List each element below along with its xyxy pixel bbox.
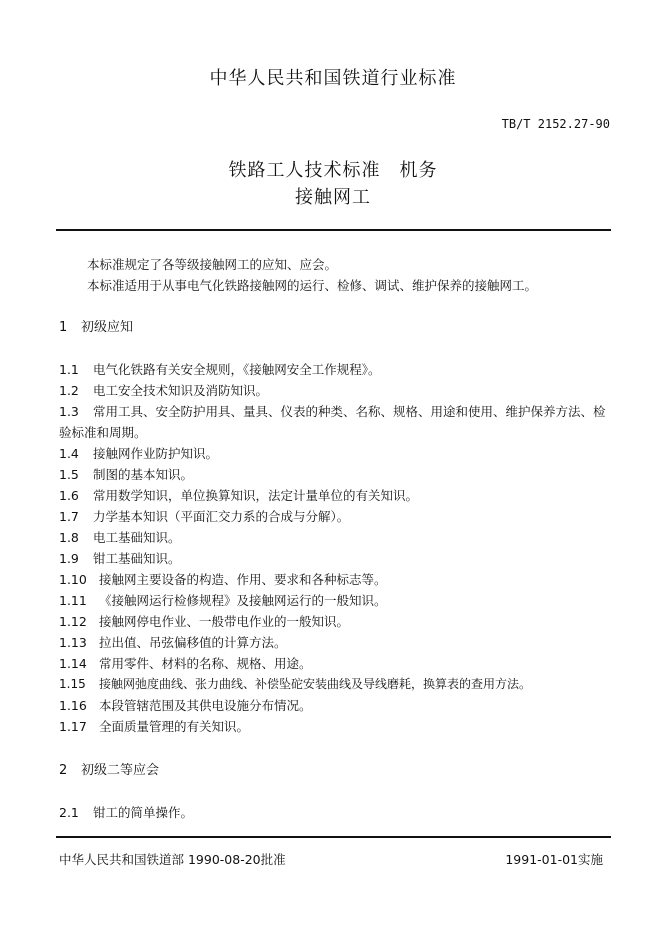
- list-item: [59, 485, 611, 506]
- item-number: 1.3: [59, 404, 79, 419]
- top-divider: [56, 229, 611, 231]
- document-subtitle: 接触网工: [295, 187, 371, 208]
- item-text: 常用数学知识，单位换算知识，法定计量单位的有关知识。: [93, 488, 419, 503]
- list-item: [59, 632, 611, 653]
- item-number: 1.7: [59, 509, 79, 524]
- item-number: 1.10: [59, 572, 87, 587]
- section-title: 初级应知: [81, 320, 134, 335]
- list-item: [59, 611, 611, 632]
- item-text: 接触网弛度曲线、张力曲线、补偿坠砣安装曲线及导线磨耗，换算表的查用方法。: [99, 677, 532, 691]
- section-number: 1: [59, 320, 68, 335]
- item-text: 常用工具、安全防护用具、量具、仪表的种类、名称、规格、用途和使用、维护保养方法、检验标准和周期。: [59, 404, 606, 440]
- list-item: [59, 401, 611, 443]
- standard-category-title: 中华人民共和国铁道行业标准: [209, 68, 457, 89]
- item-number: 1.13: [59, 635, 87, 650]
- item-text: 全面质量管理的有关知识。: [99, 719, 250, 734]
- item-text: 钳工的简单操作。: [93, 805, 194, 820]
- item-number: 1.1: [59, 362, 79, 377]
- item-text: 拉出值、吊弦偏移值的计算方法。: [99, 635, 287, 650]
- effective-date: 1991-01-01实施: [505, 852, 603, 867]
- item-text: 接触网停电作业、一般带电作业的一般知识。: [99, 614, 350, 629]
- item-number: 2.1: [59, 805, 79, 820]
- section-number: 2: [59, 763, 68, 778]
- list-item: [59, 527, 611, 548]
- list-item: [59, 695, 611, 716]
- list-item: [59, 506, 611, 527]
- list-item: [59, 569, 611, 590]
- item-number: 1.9: [59, 551, 79, 566]
- item-text: 电工基础知识。: [93, 530, 181, 545]
- list-item: [59, 548, 611, 569]
- list-item: [59, 380, 611, 401]
- item-number: 1.15: [59, 677, 86, 691]
- item-number: 1.14: [59, 656, 87, 671]
- approval-info: 中华人民共和国铁道部 1990-08-20批准: [59, 852, 286, 867]
- item-number: 1.2: [59, 383, 79, 398]
- item-text: 制图的基本知识。: [93, 467, 194, 482]
- list-item: [59, 464, 611, 485]
- bottom-divider: [56, 836, 611, 838]
- item-text: 钳工基础知识。: [93, 551, 181, 566]
- section-heading-2: [59, 760, 159, 781]
- list-item: [59, 590, 611, 611]
- item-number: 1.16: [59, 698, 87, 713]
- item-number: 1.12: [59, 614, 87, 629]
- item-text: 《接触网运行检修规程》及接触网运行的一般知识。: [99, 593, 387, 608]
- document-title: 铁路工人技术标准 机务: [228, 160, 438, 181]
- item-number: 1.17: [59, 719, 87, 734]
- item-text: 电气化铁路有关安全规则，《接触网安全工作规程》。: [93, 362, 381, 377]
- item-text: 本段管辖范围及其供电设施分布情况。: [99, 698, 312, 713]
- list-item: [59, 674, 611, 695]
- list-item: [59, 653, 611, 674]
- section-heading-1: [59, 317, 133, 338]
- list-item: [59, 359, 611, 380]
- item-number: 1.6: [59, 488, 79, 503]
- item-number: 1.8: [59, 530, 79, 545]
- item-text: 电工安全技术知识及消防知识。: [93, 383, 269, 398]
- section-title: 初级二等应会: [81, 763, 160, 778]
- list-item: [59, 802, 611, 823]
- item-text: 常用零件、材料的名称、规格、用途。: [99, 656, 312, 671]
- item-number: 1.11: [59, 593, 87, 608]
- item-text: 力学基本知识（平面汇交力系的合成与分解）。: [93, 509, 350, 524]
- item-number: 1.4: [59, 446, 79, 461]
- list-item: [59, 443, 611, 464]
- list-item: [59, 716, 611, 737]
- intro-paragraph-scope: 本标准规定了各等级接触网工的应知、应会。: [87, 257, 338, 272]
- standard-code: TB/T 2152.27-90: [501, 117, 610, 131]
- item-text: 接触网作业防护知识。: [93, 446, 219, 461]
- intro-paragraph-applicability: 本标准适用于从事电气化铁路接触网的运行、检修、调试、维护保养的接触网工。: [87, 278, 538, 293]
- item-number: 1.5: [59, 467, 79, 482]
- item-text: 接触网主要设备的构造、作用、要求和各种标志等。: [99, 572, 387, 587]
